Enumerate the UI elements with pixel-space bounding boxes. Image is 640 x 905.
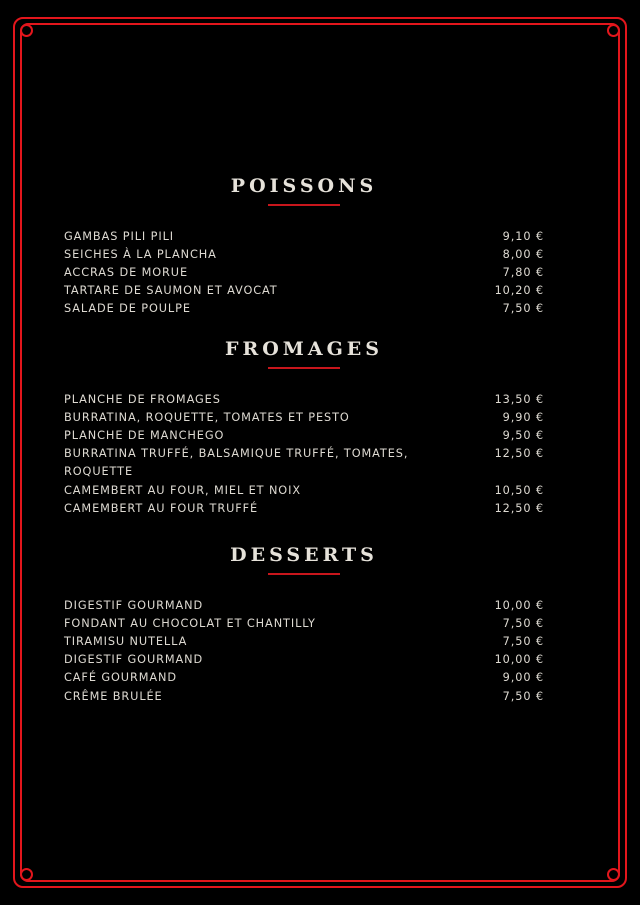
item-price: 13,50 €	[494, 392, 544, 406]
menu-item	[64, 409, 544, 427]
menu-item	[64, 264, 544, 282]
item-price: 7,50 €	[502, 616, 544, 630]
menu-item	[64, 391, 544, 409]
item-name: TIRAMISU NUTELLA	[64, 634, 188, 648]
menu-item	[64, 445, 544, 481]
item-name: DIGESTIF GOURMAND	[64, 598, 204, 612]
item-price: 9,00 €	[502, 671, 544, 685]
menu-section-desserts	[64, 543, 544, 706]
section-title: FROMAGES	[224, 338, 384, 360]
item-name: BURRATINA, ROQUETTE, TOMATES ET PESTO	[64, 410, 350, 424]
menu-item	[64, 246, 544, 264]
menu-item	[64, 300, 544, 318]
item-name: GAMBAS PILI PILI	[64, 229, 174, 243]
item-name: DIGESTIF GOURMAND	[64, 653, 204, 667]
menu-item	[64, 427, 544, 445]
item-price: 7,50 €	[502, 689, 544, 703]
item-name: SEICHES À LA PLANCHA	[64, 247, 217, 261]
menu-item	[64, 282, 544, 300]
menu-item	[64, 651, 544, 669]
item-price: 7,50 €	[502, 302, 544, 316]
title-underline	[268, 367, 340, 369]
item-name: CAMEMBERT AU FOUR, MIEL ET NOIX	[64, 483, 301, 497]
item-name: BURRATINA TRUFFÉ, BALSAMIQUE TRUFFÉ, TOMATES, ROQUETTE	[64, 447, 409, 479]
item-price: 8,00 €	[502, 247, 544, 261]
item-name: TARTARE DE SAUMON ET AVOCAT	[64, 284, 278, 298]
menu-item	[64, 633, 544, 651]
corner-ornament	[20, 868, 33, 881]
menu-section-fromages	[64, 337, 544, 518]
section-title: POISSONS	[230, 175, 378, 197]
menu-item	[64, 228, 544, 246]
menu-item	[64, 669, 544, 687]
item-price: 9,50 €	[502, 428, 544, 442]
item-price: 10,00 €	[494, 653, 544, 667]
item-price: 10,00 €	[494, 598, 544, 612]
item-name: PLANCHE DE MANCHEGO	[64, 428, 225, 442]
title-underline	[268, 573, 340, 575]
item-price: 9,10 €	[502, 229, 544, 243]
item-name: CRÊME BRULÉE	[64, 689, 163, 703]
menu-item	[64, 597, 544, 615]
menu-item	[64, 615, 544, 633]
item-name: SALADE DE POULPE	[64, 302, 191, 316]
item-price: 10,20 €	[494, 284, 544, 298]
corner-ornament	[607, 868, 620, 881]
menu-section-poissons	[64, 174, 544, 319]
item-price: 12,50 €	[494, 501, 544, 515]
item-price: 12,50 €	[494, 447, 544, 461]
corner-ornament	[20, 24, 33, 37]
item-name: CAMEMBERT AU FOUR TRUFFÉ	[64, 501, 259, 515]
menu-item	[64, 500, 544, 518]
item-price: 7,50 €	[502, 634, 544, 648]
item-price: 9,90 €	[502, 410, 544, 424]
menu-item	[64, 482, 544, 500]
title-underline	[268, 204, 340, 206]
item-name: PLANCHE DE FROMAGES	[64, 392, 221, 406]
section-title: DESSERTS	[230, 544, 378, 566]
menu-item	[64, 688, 544, 706]
item-price: 7,80 €	[502, 265, 544, 279]
item-name: ACCRAS DE MORUE	[64, 265, 189, 279]
corner-ornament	[607, 24, 620, 37]
item-name: CAFÉ GOURMAND	[64, 671, 177, 685]
item-price: 10,50 €	[494, 483, 544, 497]
item-name: FONDANT AU CHOCOLAT ET CHANTILLY	[64, 616, 316, 630]
